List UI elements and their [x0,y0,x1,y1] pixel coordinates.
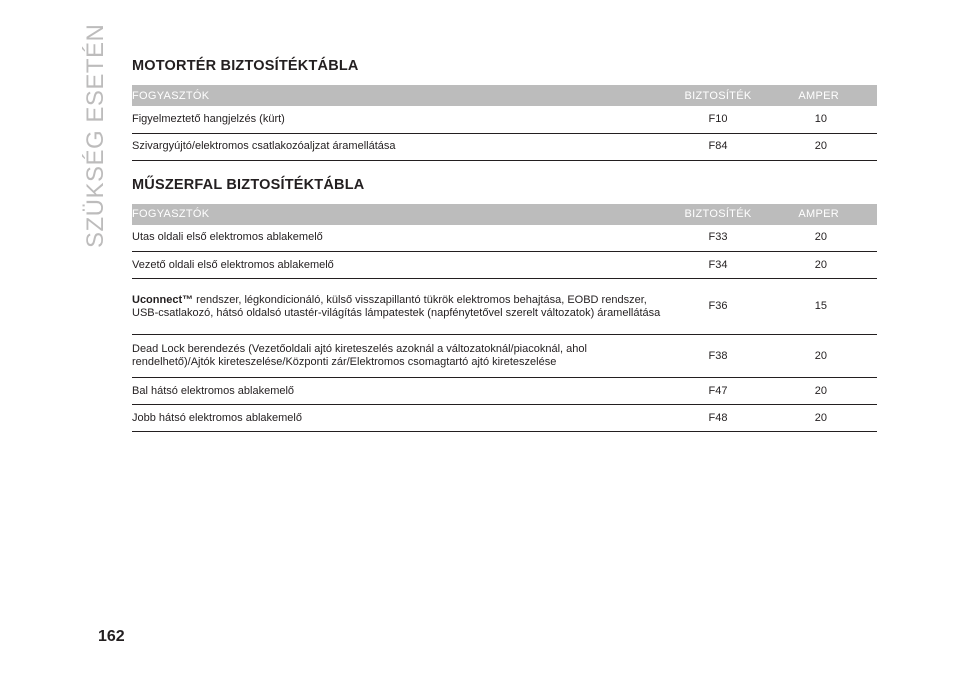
table-header-row [132,204,877,225]
consumer-cell [132,335,666,378]
dashboard-fuse-table [132,204,877,433]
table-row [132,252,877,279]
engine-fuse-box-title: MOTORTÉR BIZTOSÍTÉKTÁBLA [132,58,359,74]
amp-cell: 20 [770,405,877,432]
uconnect-brand: Uconnect™ [132,293,194,306]
consumer-text: Dead Lock berendezés (Vezetőoldali ajtó kireteszelés azoknál a változatoknál/piacoknál, ahol rendelhető)/Ajtók kireteszelése/Központi zár/Elektromos csomagtartó ajtó kireteszelése [132,343,587,368]
consumer-cell: Utas oldali első elektromos ablakemelő [132,225,666,252]
table-row [132,133,877,160]
header-amp: AMPER [770,204,877,225]
fuse-cell: F34 [666,252,770,279]
header-fuse: BIZTOSÍTÉK [666,204,770,225]
table-header-row [132,85,877,106]
amp-cell: 20 [770,335,877,378]
dashboard-fuse-box-title: MŰSZERFAL BIZTOSÍTÉKTÁBLA [132,176,365,193]
consumer-cell: Bal hátsó elektromos ablakemelő [132,378,666,405]
table-row [132,378,877,405]
fuse-cell: F48 [666,405,770,432]
fuse-cell: F38 [666,335,770,378]
sidebar-chapter-title [82,23,122,248]
header-fuse: BIZTOSÍTÉK [666,85,770,106]
consumer-cell: Figyelmeztető hangjelzés (kürt) [132,106,666,133]
amp-cell: 20 [770,378,877,405]
fuse-cell: F33 [666,225,770,252]
amp-cell: 15 [770,279,877,335]
fuse-cell: F84 [666,133,770,160]
header-consumer: FOGYASZTÓK [132,85,666,106]
page-content [132,56,877,432]
engine-fuse-table [132,85,877,161]
consumer-text: rendszer, légkondicionáló, külső visszapillantó tükrök elektromos behajtása, EOBD rendszer, USB-csatlakozó, hátsó oldalsó utastér-világítás lámpatestek (napfénytetővel szerelt változatok) áramellátása [132,293,661,319]
chapter-title-text: SZÜKSÉG ESETÉN [82,23,109,248]
header-amp: AMPER [770,85,877,106]
amp-cell: 20 [770,133,877,160]
consumer-cell: Jobb hátsó elektromos ablakemelő [132,405,666,432]
table-row [132,405,877,432]
table-row [132,335,877,378]
amp-cell: 20 [770,252,877,279]
consumer-cell: Szivargyújtó/elektromos csatlakozóaljzat áramellátása [132,133,666,160]
consumer-description [132,290,666,324]
table-row [132,106,877,133]
header-consumer: FOGYASZTÓK [132,204,666,225]
table-row [132,225,877,252]
consumer-cell: Vezető oldali első elektromos ablakemelő [132,252,666,279]
fuse-cell: F47 [666,378,770,405]
table-row [132,279,877,335]
consumer-cell [132,279,666,335]
amp-cell: 20 [770,225,877,252]
amp-cell: 10 [770,106,877,133]
fuse-cell: F10 [666,106,770,133]
fuse-cell: F36 [666,279,770,335]
page-number: 162 [98,628,125,645]
